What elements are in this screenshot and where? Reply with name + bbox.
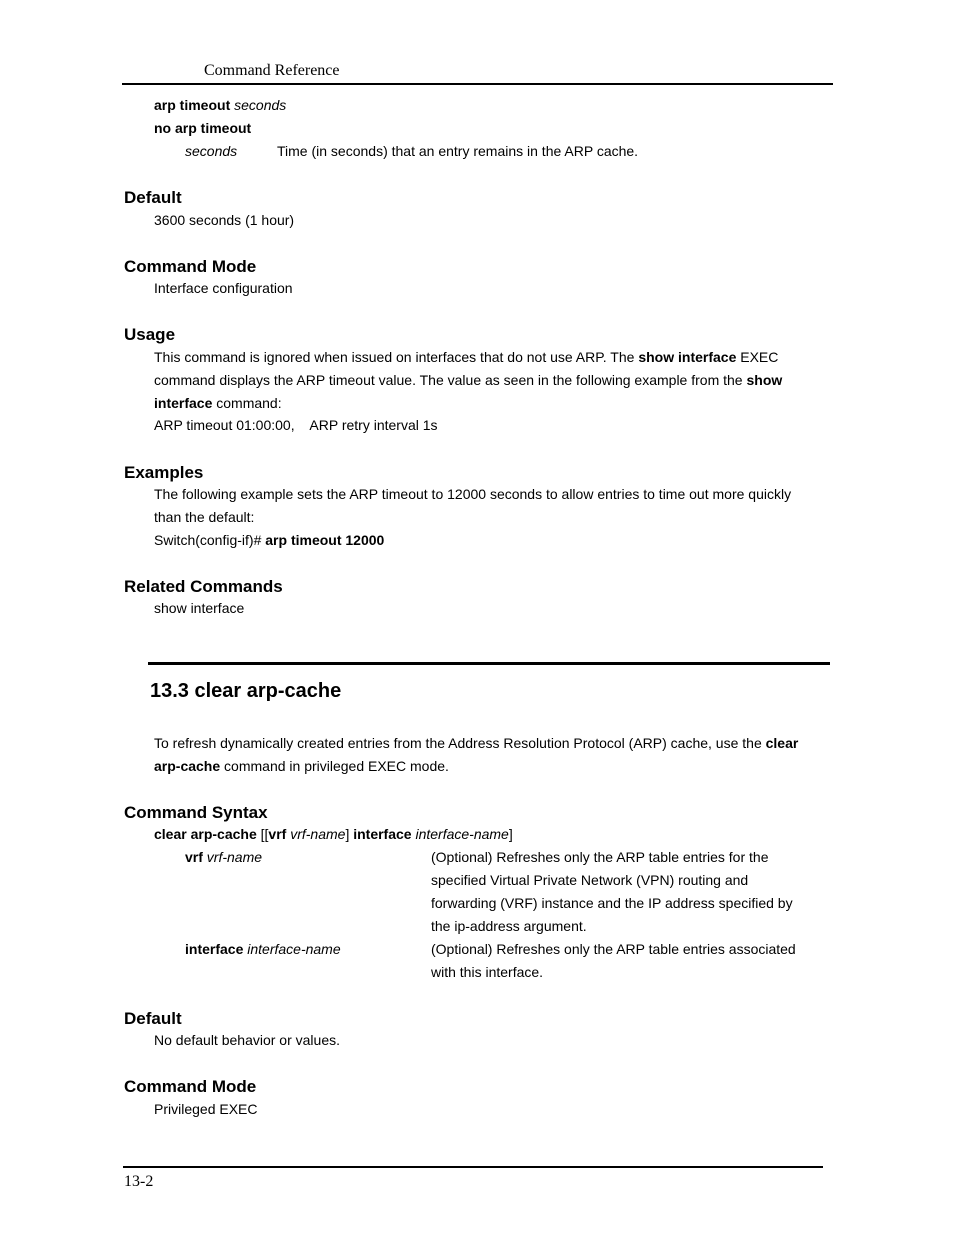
command-mode-text: Interface configuration [154,280,293,296]
param-description-line: (Optional) Refreshes only the ARP table entries for the [431,849,769,865]
header-rule [122,83,833,85]
page-number: 13-2 [124,1173,154,1190]
usage-line: This command is ignored when issued on interfaces that do not use ARP. The show interface EXEC [154,349,779,365]
command-syntax-line: clear arp-cache [[vrf vrf-name] interface interface-name] [154,826,513,842]
param-name: vrf vrf-name [185,849,263,865]
default-text: 3600 seconds (1 hour) [154,212,295,228]
command-mode-text: Privileged EXEC [154,1101,258,1117]
default-heading: Default [124,1009,182,1028]
command-syntax-heading: Command Syntax [124,803,268,822]
examples-line: The following example sets the ARP timeout to 12000 seconds to allow entries to time out more quickly [154,486,792,502]
footer-rule [123,1166,823,1168]
param-description-line: with this interface. [431,964,544,980]
param-description-line: the ip-address argument. [431,918,587,934]
command-argument: seconds [234,97,287,113]
syntax-line-1 [154,97,286,113]
section-number: 13.3 [150,680,189,702]
param-description-line: (Optional) Refreshes only the ARP table entries associated [431,941,796,957]
default-text: No default behavior or values. [154,1032,340,1048]
intro-line: To refresh dynamically created entries from the Address Resolution Protocol (ARP) cache, use the clear [154,735,799,751]
intro-line: arp-cache command in privileged EXEC mode. [154,758,449,774]
param-description: Time (in seconds) that an entry remains in the ARP cache. [277,143,639,159]
usage-line: interface command: [154,395,282,411]
examples-heading: Examples [124,463,204,482]
command-mode-heading: Command Mode [124,1077,257,1096]
param-description-line: forwarding (VRF) instance and the IP address specified by [431,895,793,911]
param-name: interface interface-name [185,941,341,957]
related-commands-text: show interface [154,600,245,616]
section-title [150,680,341,703]
param-name: seconds [185,143,238,159]
related-commands-heading: Related Commands [124,577,283,596]
examples-command: Switch(config-if)# arp timeout 12000 [154,532,385,548]
command-mode-heading: Command Mode [124,257,257,276]
default-heading: Default [124,188,182,207]
running-header: Command Reference [204,62,340,79]
examples-line: than the default: [154,509,255,525]
usage-line: command displays the ARP timeout value. The value as seen in the following example from the show [154,372,783,388]
param-description-line: specified Virtual Private Network (VPN) routing and [431,872,749,888]
usage-heading: Usage [124,325,176,344]
section-rule [148,662,830,665]
syntax-line-2: no arp timeout [154,120,252,136]
command-keyword: arp timeout [154,97,231,113]
section-name: clear arp-cache [194,680,342,702]
usage-example-output: ARP timeout 01:00:00, ARP retry interval 1s [154,417,438,433]
